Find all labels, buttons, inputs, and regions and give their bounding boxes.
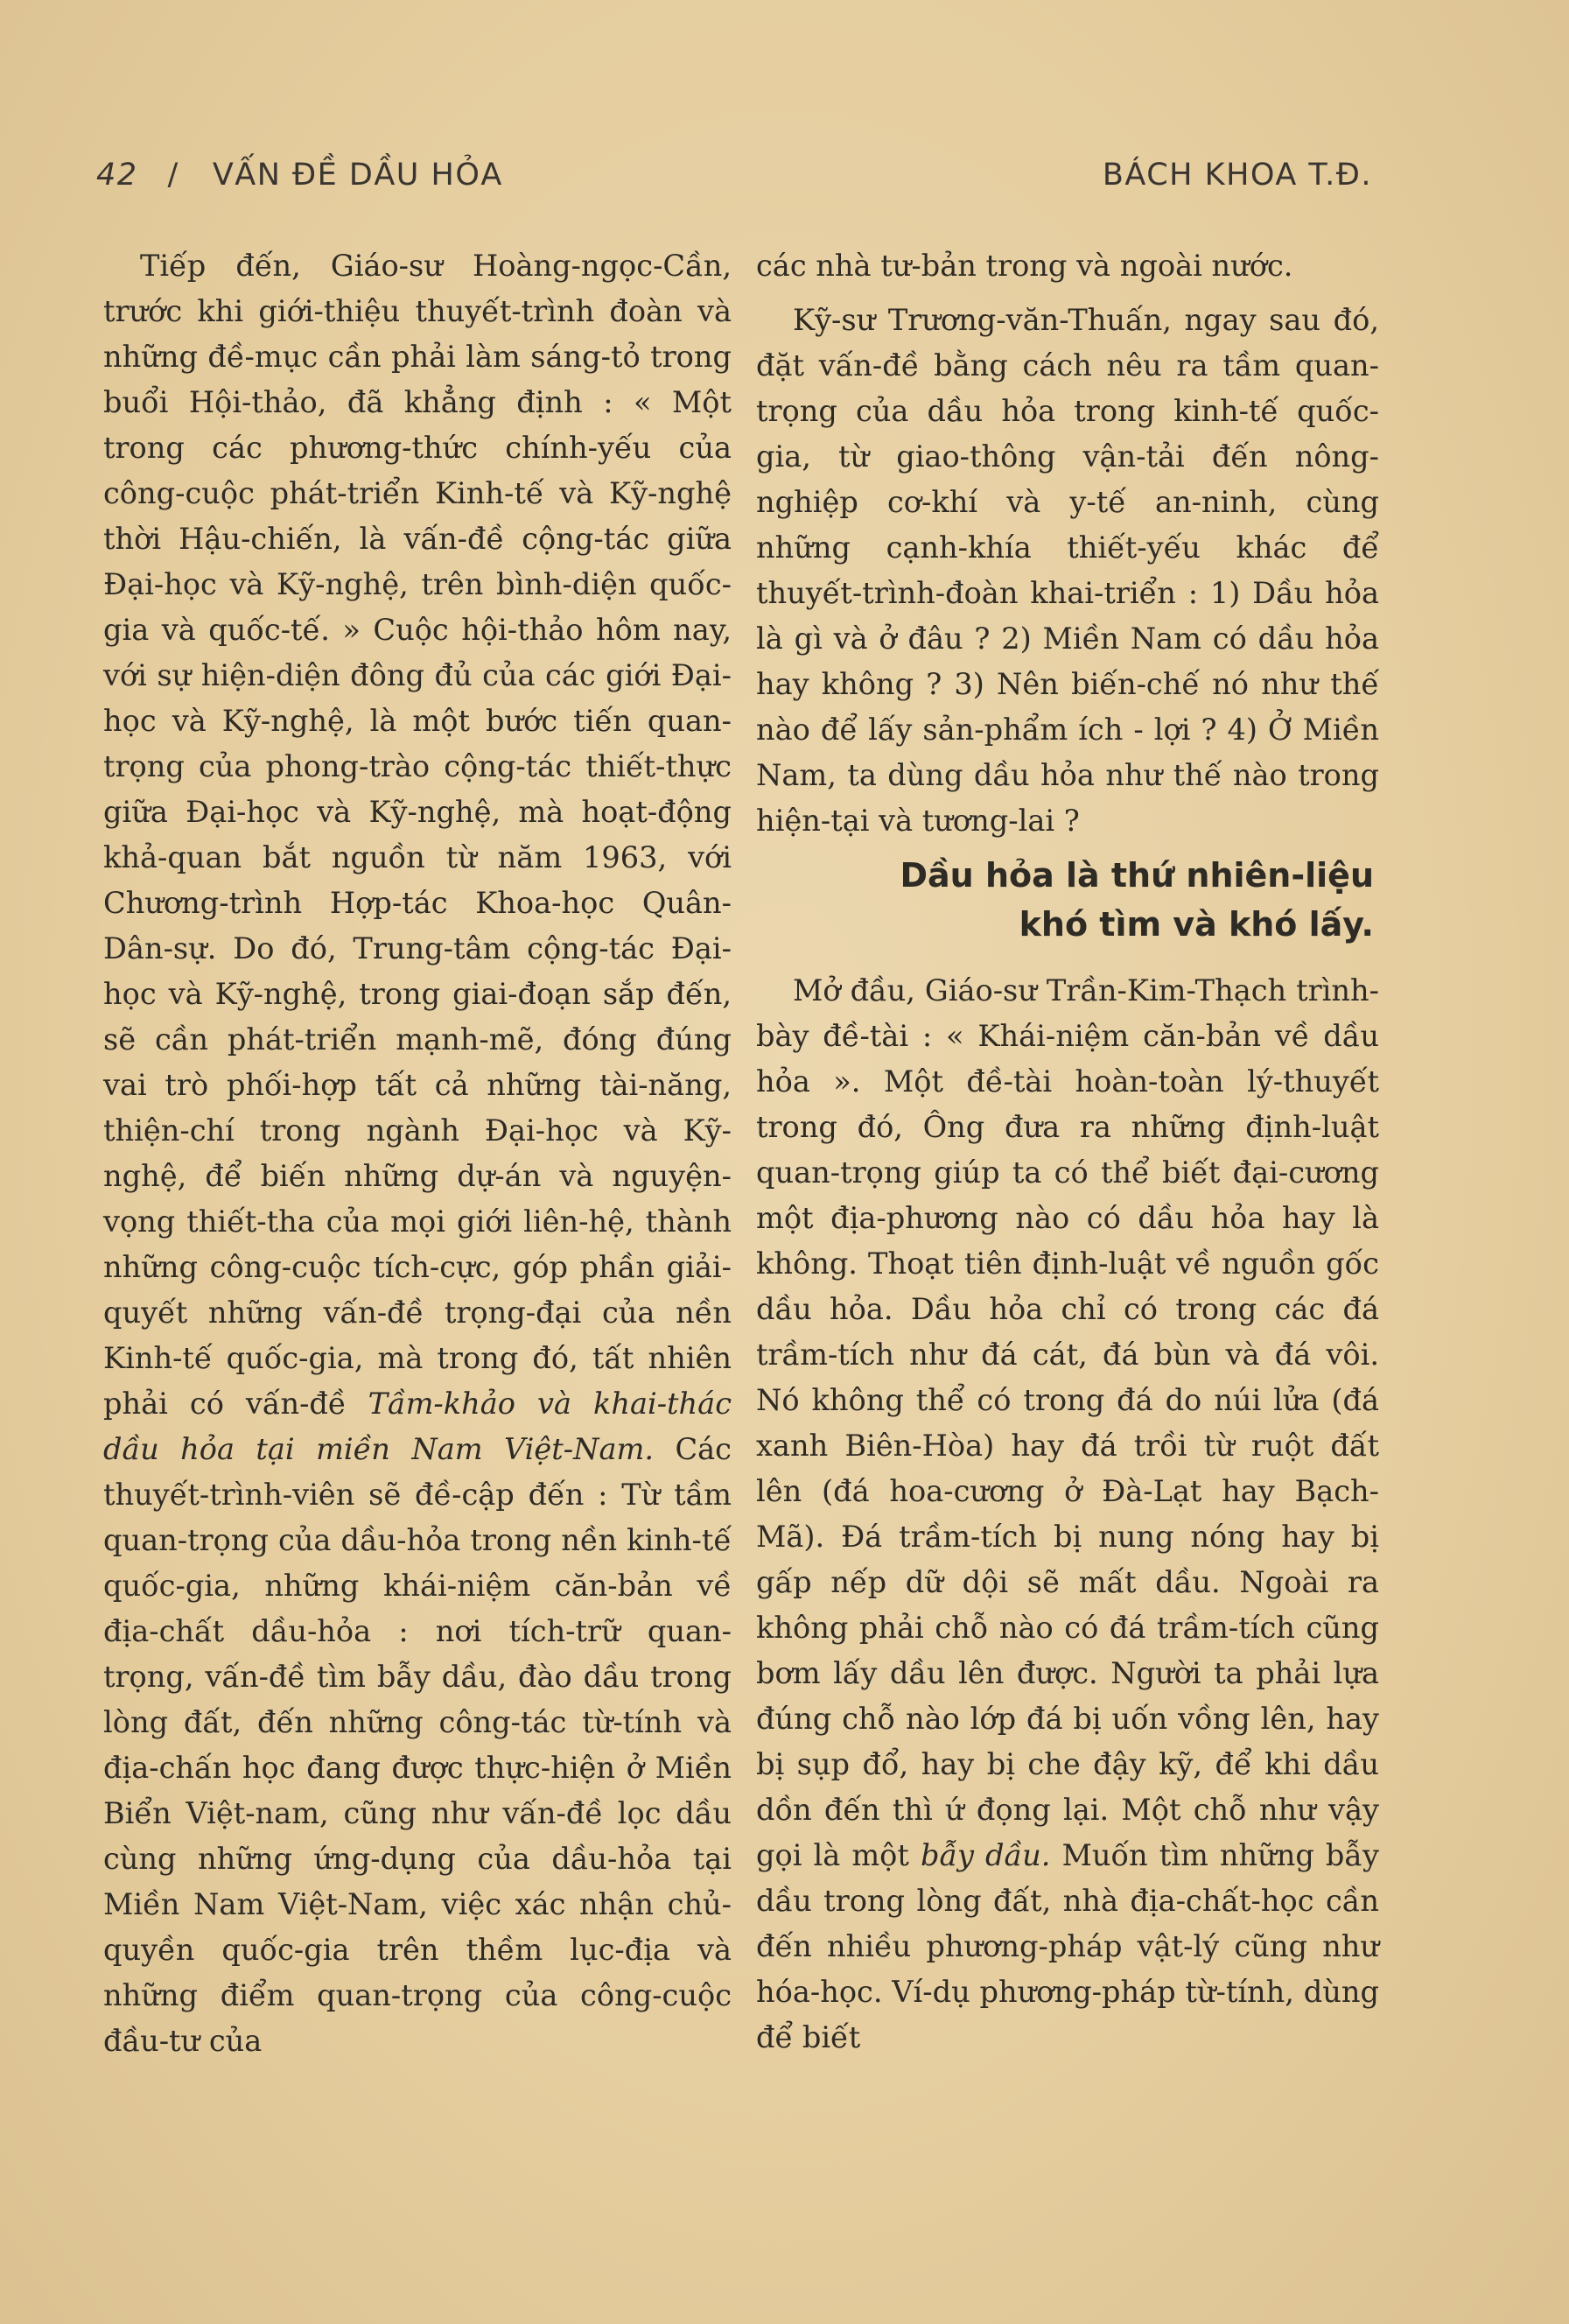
page-number: 42 [96, 158, 138, 193]
section-title: VẤN ĐỀ DẦU HỎA [212, 158, 503, 193]
paragraph-text: Muốn tìm những bẫy dầu trong lòng đất, nhà địa-chất-học cần đến nhiều phương-pháp vật-lý cũng như hóa-học. Ví-dụ phương-pháp từ-tính, dùng để biết [756, 1838, 1379, 2054]
paragraph-text: Các thuyết-trình-viên sẽ đề-cập đến : Từ tầm quan-trọng của dầu-hỏa trong nền kinh-tế quốc-gia, những khái-niệm căn-bản về địa-chất dầu-hỏa : nơi tích-trữ quan-trọng, vấn-đề tìm bẫy dầu, đào dầu trong lòng đất, đến những công-tác từ-tính và địa-chấn học đang được thực-hiện ở Miền Biển Việt-nam, cũng như vấn-đề lọc dầu cùng những ứng-dụng của dầu-hỏa tại Miền Nam Việt-Nam, việc xác nhận chủ-quyền quốc-gia trên thềm lục-địa và những điểm quan-trọng của công-cuộc đầu-tư của [103, 1432, 732, 2058]
paragraph [756, 968, 1379, 2061]
running-header [96, 149, 1372, 201]
paragraph-text: Mở đầu, Giáo-sư Trần-Kim-Thạch trình-bày đề-tài : « Khái-niệm căn-bản về dầu hỏa ». Một đề-tài hoàn-toàn lý-thuyết trong đó, Ông đưa ra những định-luật quan-trọng giúp ta có thể biết đại-cương một địa-phương nào có dầu hỏa hay là không. Thoạt tiên định-luật về nguồn gốc dầu hỏa. Dầu hỏa chỉ có trong các đá trầm-tích như đá cát, đá bùn và đá vôi. Nó không thể có trong đá do núi lửa (đá xanh Biên-Hòa) hay đá trồi từ ruột đất lên (đá hoa-cương ở Đà-Lạt hay Bạch-Mã). Đá trầm-tích bị nung nóng hay bị gấp nếp dữ dội sẽ mất dầu. Ngoài ra không phải chỗ nào có đá trầm-tích cũng bơm lấy dầu lên được. Người ta phải lựa đúng chỗ nào lớp đá bị uốn vồng lên, hay bị sụp đổ, hay bị che đậy kỹ, để khi dầu dồn đến thì ứ đọng lại. Một chỗ như vậy gọi là một [756, 973, 1379, 1872]
italic-term: bẫy dầu. [920, 1838, 1051, 1872]
italic-phrase: Tầm-khảo và khai-thác dầu hỏa tại miền Nam Việt-Nam. [103, 1387, 732, 1466]
section-heading-line: Dầu hỏa là thứ nhiên-liệu [900, 856, 1374, 895]
header-separator: / [167, 158, 179, 193]
left-column [103, 243, 732, 2064]
publication-title: BÁCH KHOA T.Đ. [1102, 158, 1372, 193]
paragraph [103, 243, 732, 2064]
paragraph-text: Tiếp đến, Giáo-sư Hoàng-ngọc-Cần, trước khi giới-thiệu thuyết-trình đoàn và những đề-mục cần phải làm sáng-tỏ trong buổi Hội-thảo, đã khẳng định : « Một trong các phương-thức chính-yếu của công-cuộc phát-triển Kinh-tế và Kỹ-nghệ thời Hậu-chiến, là vấn-đề cộng-tác giữa Đại-học và Kỹ-nghệ, trên bình-diện quốc-gia và quốc-tế. » Cuộc hội-thảo hôm nay, với sự hiện-diện đông đủ của các giới Đại-học và Kỹ-nghệ, là một bước tiến quan-trọng của phong-trào cộng-tác thiết-thực giữa Đại-học và Kỹ-nghệ, mà hoạt-động khả-quan bắt nguồn từ năm 1963, với Chương-trình Hợp-tác Khoa-học Quân-Dân-sự. Do đó, Trung-tâm cộng-tác Đại-học và Kỹ-nghệ, trong giai-đoạn sắp đến, sẽ cần phát-triển mạnh-mẽ, đóng đúng vai trò phối-hợp tất cả những tài-năng, thiện-chí trong ngành Đại-học và Kỹ-nghệ, để biến những dự-án và nguyện-vọng thiết-tha của mọi giới liên-hệ, thành những công-cuộc tích-cực, góp phần giải-quyết những vấn-đề trọng-đại của nền Kinh-tế quốc-gia, mà trong đó, tất nhiên phải có vấn-đề [103, 249, 732, 1421]
right-column [756, 243, 1379, 2061]
paragraph-continuation: các nhà tư-bản trong và ngoài nước. [756, 249, 1293, 283]
section-heading-line: khó tìm và khó lấy. [1019, 905, 1374, 944]
paragraph: Kỹ-sư Trương-văn-Thuấn, ngay sau đó, đặt vấn-đề bằng cách nêu ra tầm quan-trọng của dầu hỏa trong kinh-tế quốc-gia, từ giao-thông vận-tải đến nông-nghiệp cơ-khí và y-tế an-ninh, cùng những cạnh-khía thiết-yếu khác để thuyết-trình-đoàn khai-triển : 1) Dầu hỏa là gì và ở đâu ? 2) Miền Nam có dầu hỏa hay không ? 3) Nên biến-chế nó như thế nào để lấy sản-phẩm ích - lợi ? 4) Ở Miền Nam, ta dùng dầu hỏa như thế nào trong hiện-tại và tương-lai ? [756, 303, 1379, 838]
section-heading [756, 851, 1374, 949]
